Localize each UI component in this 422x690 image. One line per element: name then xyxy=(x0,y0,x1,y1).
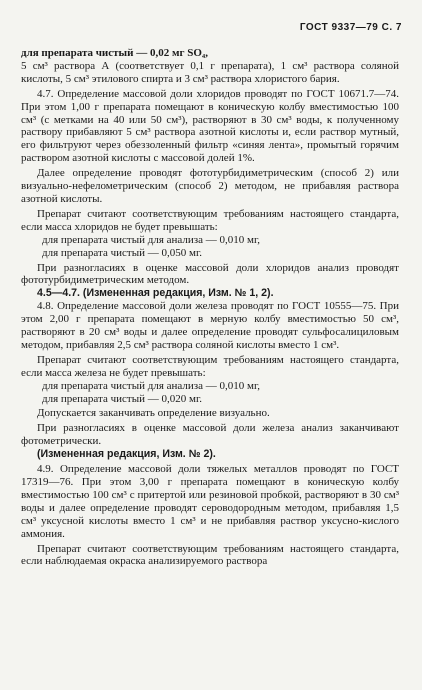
list-item: для препарата чистый — 0,050 мг. xyxy=(42,246,202,259)
text-line: для препарата чистый — 0,02 мг SO₄, xyxy=(21,47,208,59)
paragraph: При разногласиях в оценке массовой доли железа анализ заканчивают фотометрически. xyxy=(21,422,399,448)
paragraph: 5 см³ раствора А (соответствует 0,1 г препарата), 1 см³ раствора соляной кислоты, 5 см³ этилового спирта и 3 см³ раствора хлористого бария. xyxy=(21,59,399,85)
paragraph: Далее определение проводят фототурбидиметрическим (способ 2) или визуально-нефелометрическим (способ 2) методом, не прибавляя раствора азотной кислоты. xyxy=(21,167,399,205)
paragraph-4-7: 4.7. Определение массовой доли хлоридов проводят по ГОСТ 10671.7—74. При этом 1,00 г препарата помещают в коническую колбу вместимостью 100 см³ (с метками на 40 или 50 см³), растворяют в 30 см³ воды, к полученному раствору прибавляют 5 см³ раствора азотной кислоты и, если раствор мутный, его фильтруют через обеззоленный фильтр «синяя лента», промытый горячим раствором азотной кислоты с массовой долей 1%. xyxy=(21,87,399,165)
list-item: для препарата чистый — 0,020 мг. xyxy=(42,392,202,405)
paragraph: Препарат считают соответствующим требованиям настоящего стандарта, если наблюдаемая окраска анализируемого раствора xyxy=(21,542,399,568)
paragraph-4-8: 4.8. Определение массовой доли железа проводят по ГОСТ 10555—75. При этом 2,00 г препарата помещают в мерную колбу вместимостью 50 см³, растворяют в 20 см³ воды и далее определение проводят сульфосалициловым методом, прибавляя 2,5 см³ раствора соляной кислоты вместо 1 см³. xyxy=(21,300,399,351)
page-header: ГОСТ 9337—79 С. 7 xyxy=(299,22,402,33)
paragraph: Препарат считают соответствующим требованиям настоящего стандарта, если масса железа не будет превышать: xyxy=(21,353,399,379)
list-item: для препарата чистый для анализа — 0,010 мг, xyxy=(42,379,260,392)
paragraph-4-9: 4.9. Определение массовой доли тяжелых металлов проводят по ГОСТ 17319—76. При этом 3,00 г препарата помещают в коническую колбу вместимостью 100 см³ с притертой или резиновой пробкой, растворяют в 30 см³ воды и далее определение проводят сероводородным методом, прибавляя 1,5 см³ уксусной кислоты вместо 1 см³ и не прибавляя раствор уксусно-кислого аммония. xyxy=(21,463,399,540)
paragraph: Допускается заканчивать определение визуально. xyxy=(37,407,270,420)
document-body xyxy=(21,47,399,568)
amendment-note: (Измененная редакция, Изм. № 2). xyxy=(37,448,216,461)
list-item: для препарата чистый для анализа — 0,010 мг, xyxy=(42,233,260,246)
amendment-note: 4.5—4.7. (Измененная редакция, Изм. № 1, 2). xyxy=(37,287,274,300)
paragraph: Препарат считают соответствующим требованиям настоящего стандарта, если масса хлоридов не будет превышать: xyxy=(21,207,399,233)
paragraph: При разногласиях в оценке массовой доли хлоридов анализ проводят фототурбидиметрическим методом. xyxy=(21,261,399,287)
